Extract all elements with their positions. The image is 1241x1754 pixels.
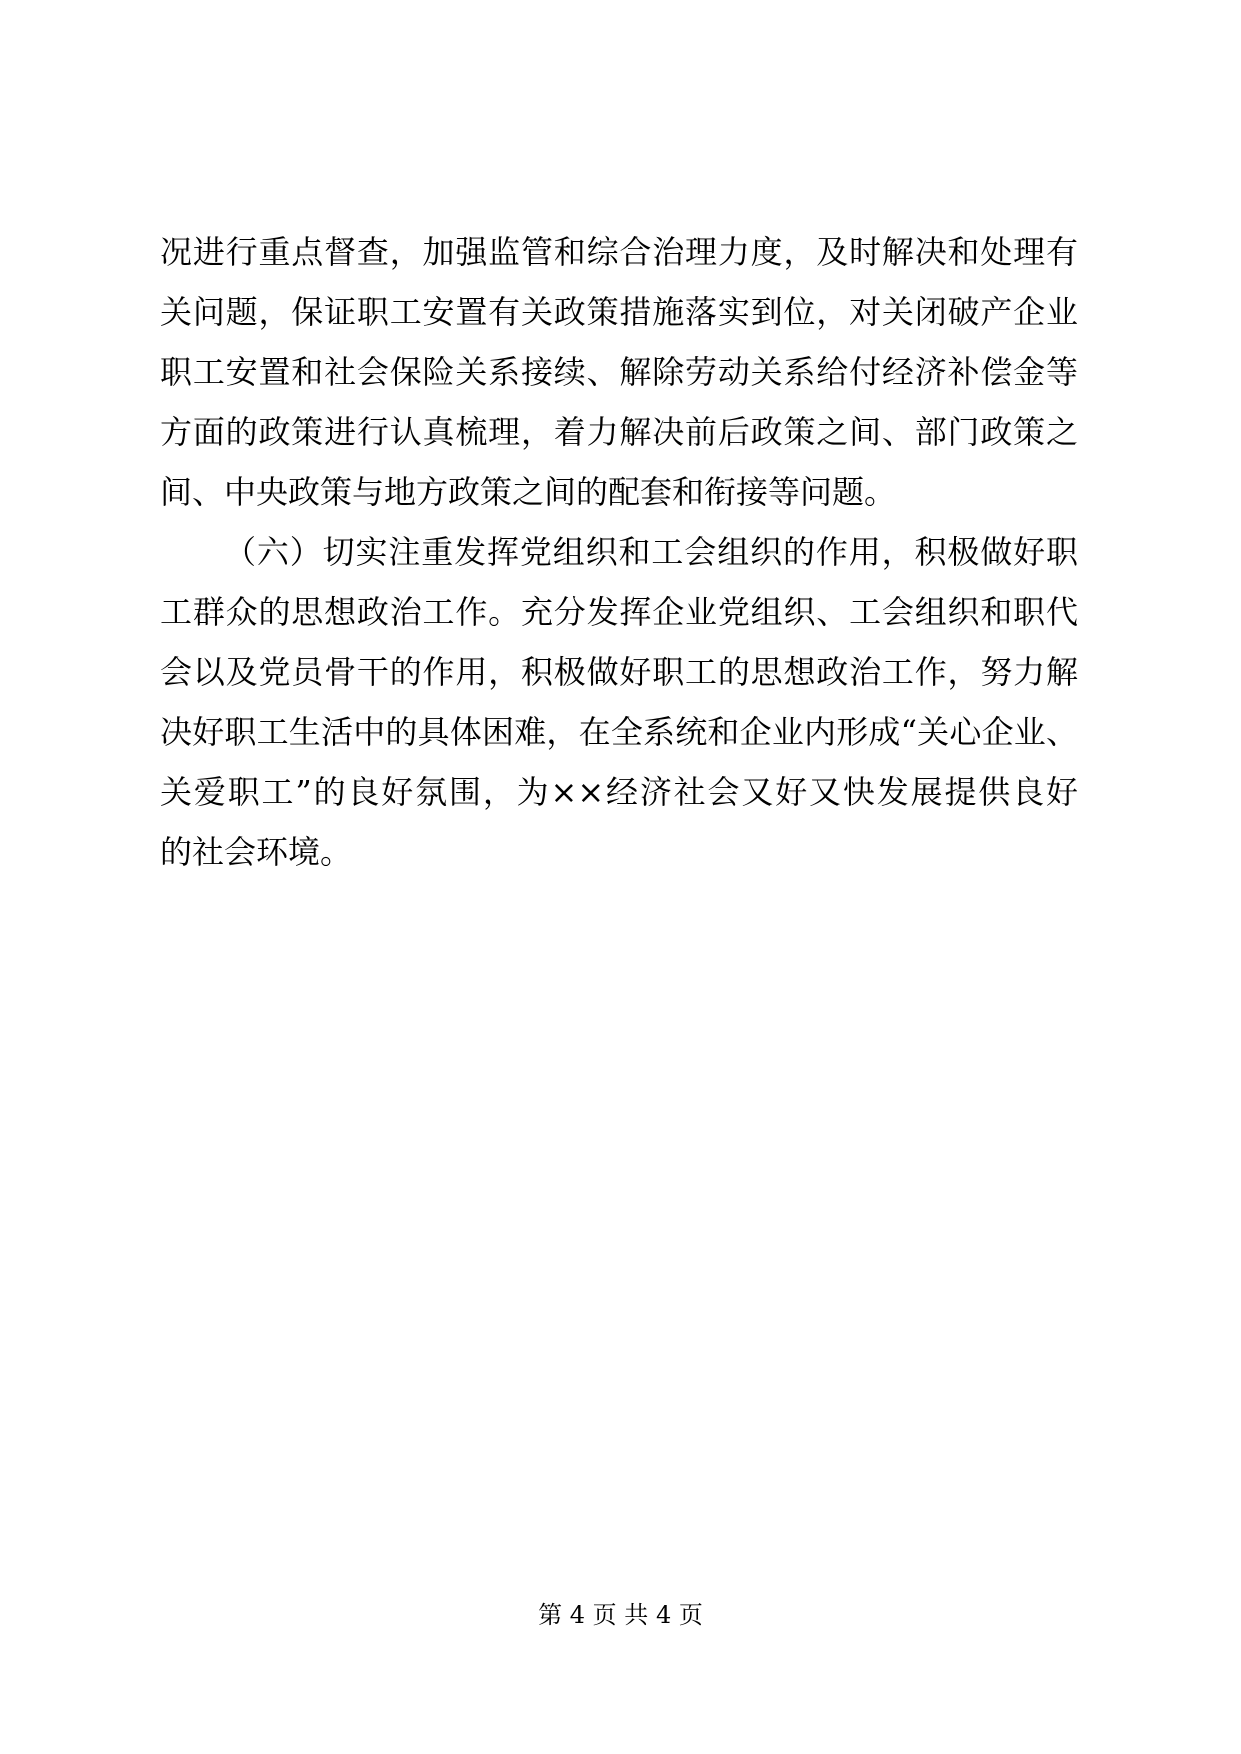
paragraph-line: 况进行重点督查，加强监管和综合治理力度，及时解决和处理有 (160, 233, 1078, 271)
paragraph-1 (160, 222, 1078, 522)
page-number-footer: 第 4 页 共 4 页 (538, 1601, 703, 1629)
paragraph-line: 关问题，保证职工安置有关政策措施落实到位，对关闭破产企业 (160, 293, 1078, 331)
paragraph-line: （六）切实注重发挥党组织和工会组织的作用，积极做好职 (224, 533, 1078, 571)
paragraph-line: 会以及党员骨干的作用，积极做好职工的思想政治工作，努力解 (160, 653, 1078, 691)
paragraph-line: 工群众的思想政治工作。充分发挥企业党组织、工会组织和职代 (160, 593, 1078, 631)
body-text (160, 222, 1078, 882)
paragraph-line: 决好职工生活中的具体困难，在全系统和企业内形成“关心企业、 (160, 713, 1078, 751)
paragraph-line: 的社会环境。 (160, 833, 353, 871)
paragraph-line: 间、中央政策与地方政策之间的配套和衔接等问题。 (160, 473, 897, 511)
paragraph-2 (160, 522, 1078, 882)
paragraph-line: 方面的政策进行认真梳理，着力解决前后政策之间、部门政策之 (160, 413, 1078, 451)
paragraph-line: 职工安置和社会保险关系接续、解除劳动关系给付经济补偿金等 (160, 353, 1078, 391)
paragraph-line: 关爱职工”的良好氛围，为××经济社会又好又快发展提供良好 (160, 773, 1078, 811)
